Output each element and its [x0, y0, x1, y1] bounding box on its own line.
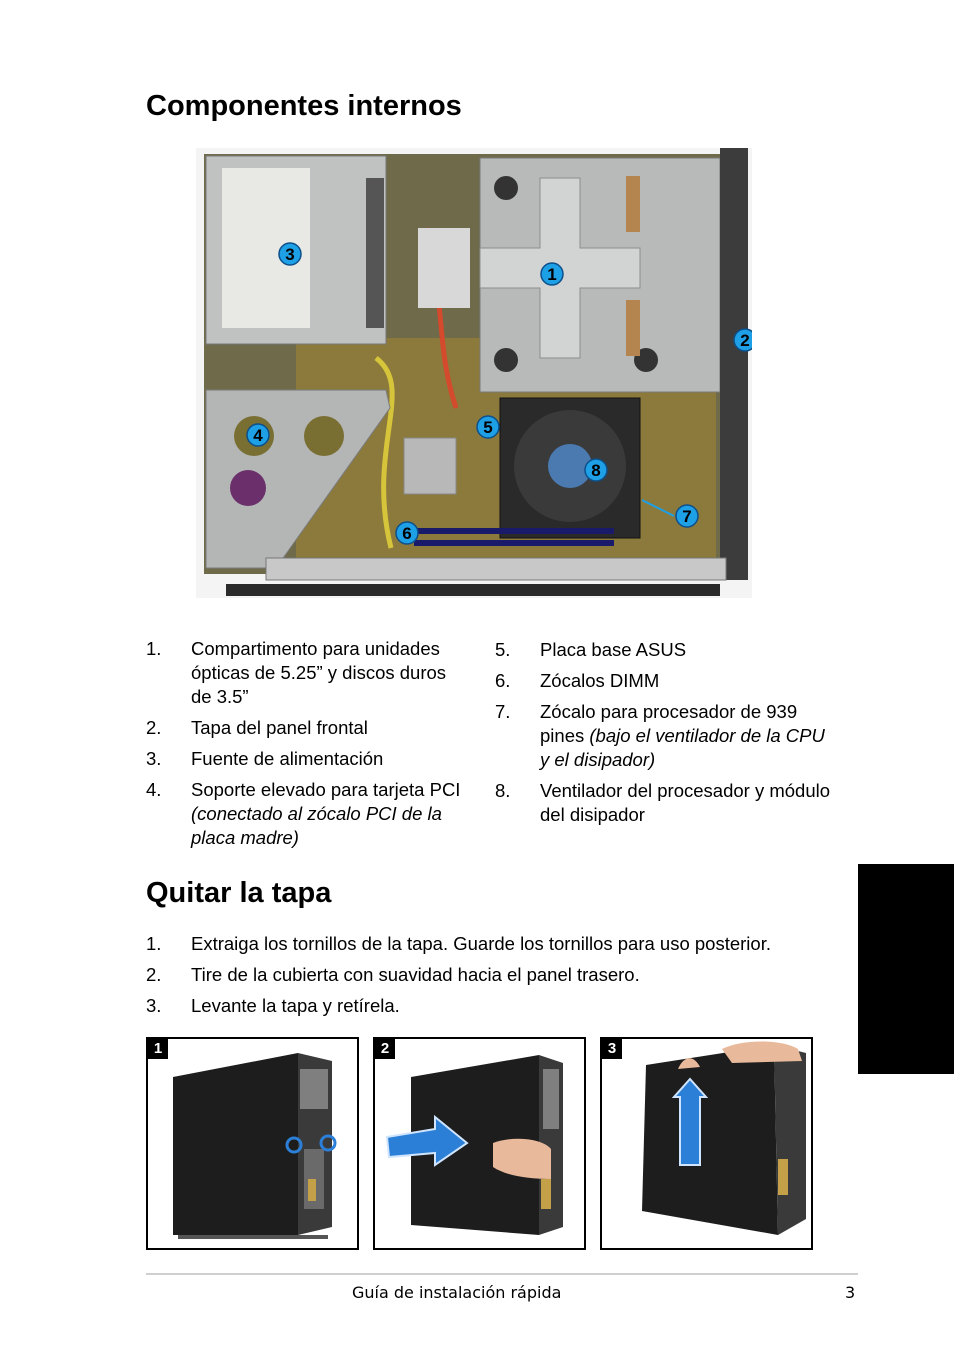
computer-case-illustration: [375, 1039, 584, 1248]
hand-icon: [722, 1042, 802, 1064]
list-item-note: (conectado al zócalo PCI de la placa madre): [191, 803, 442, 848]
list-item: 1. Extraiga los tornillos de la tapa. Guarde los tornillos para uso posterior.: [146, 933, 771, 954]
svg-text:2: 2: [740, 331, 750, 350]
callout-6: [396, 522, 418, 544]
callout-5: [477, 416, 499, 438]
callout-3: [279, 243, 301, 265]
list-item: 3. Levante la tapa y retírela.: [146, 995, 400, 1016]
list-item: 2. Tire de la cubierta con suavidad hacia el panel trasero.: [146, 964, 640, 985]
cpu-fan: [500, 398, 640, 538]
list-item: 6. Zócalos DIMM: [495, 670, 660, 691]
callout-2: [734, 329, 752, 351]
list-item: 4. Soporte elevado para tarjeta PCI (conectado al zócalo PCI de la placa madre): [146, 779, 461, 848]
step-photo-1: [146, 1037, 359, 1250]
svg-text:8: 8: [591, 461, 601, 480]
svg-text:7: 7: [682, 507, 692, 526]
footer-rule: [146, 1273, 858, 1275]
computer-case-illustration: [602, 1039, 811, 1248]
drive-bay: [480, 158, 720, 392]
computer-case-illustration: [148, 1039, 357, 1248]
svg-text:6: 6: [402, 524, 412, 543]
page-number: 3: [845, 1283, 856, 1302]
interior-photo: [196, 148, 752, 598]
section-tab: [858, 864, 954, 1074]
callout-4: [247, 424, 269, 446]
svg-text:1: 1: [547, 265, 557, 284]
list-item: 2. Tapa del panel frontal: [146, 717, 368, 738]
components-list-right: [495, 638, 830, 834]
footer-title: Guía de instalación rápida: [352, 1283, 562, 1302]
svg-text:3: 3: [285, 245, 295, 264]
step-photo-2: [373, 1037, 586, 1250]
list-item: 5. Placa base ASUS: [495, 639, 687, 660]
section-title-componentes: Componentes internos: [146, 90, 462, 122]
callout-1: [541, 263, 563, 285]
list-item-note: (bajo el ventilador de la CPU y el disipador): [540, 725, 825, 770]
components-list-left: [146, 637, 466, 857]
list-item: 7. Zócalo para procesador de 939 pines (bajo el ventilador de la CPU y el disipador): [495, 701, 825, 770]
callout-8: [585, 459, 607, 481]
section-title-quitar: Quitar la tapa: [146, 877, 332, 909]
steps-list: [146, 932, 846, 1025]
step-photo-label: 2: [375, 1039, 395, 1059]
svg-text:5: 5: [483, 418, 493, 437]
list-item: 3. Fuente de alimentación: [146, 748, 384, 769]
list-item: 8. Ventilador del procesador y módulo del disipador: [495, 780, 831, 825]
step-photo-3: [600, 1037, 813, 1250]
svg-text:4: 4: [253, 426, 263, 445]
list-item: 1. Compartimento para unidades ópticas de 5.25” y discos duros de 3.5”: [146, 638, 447, 707]
step-photo-label: 1: [148, 1039, 168, 1059]
step-photo-label: 3: [602, 1039, 622, 1059]
